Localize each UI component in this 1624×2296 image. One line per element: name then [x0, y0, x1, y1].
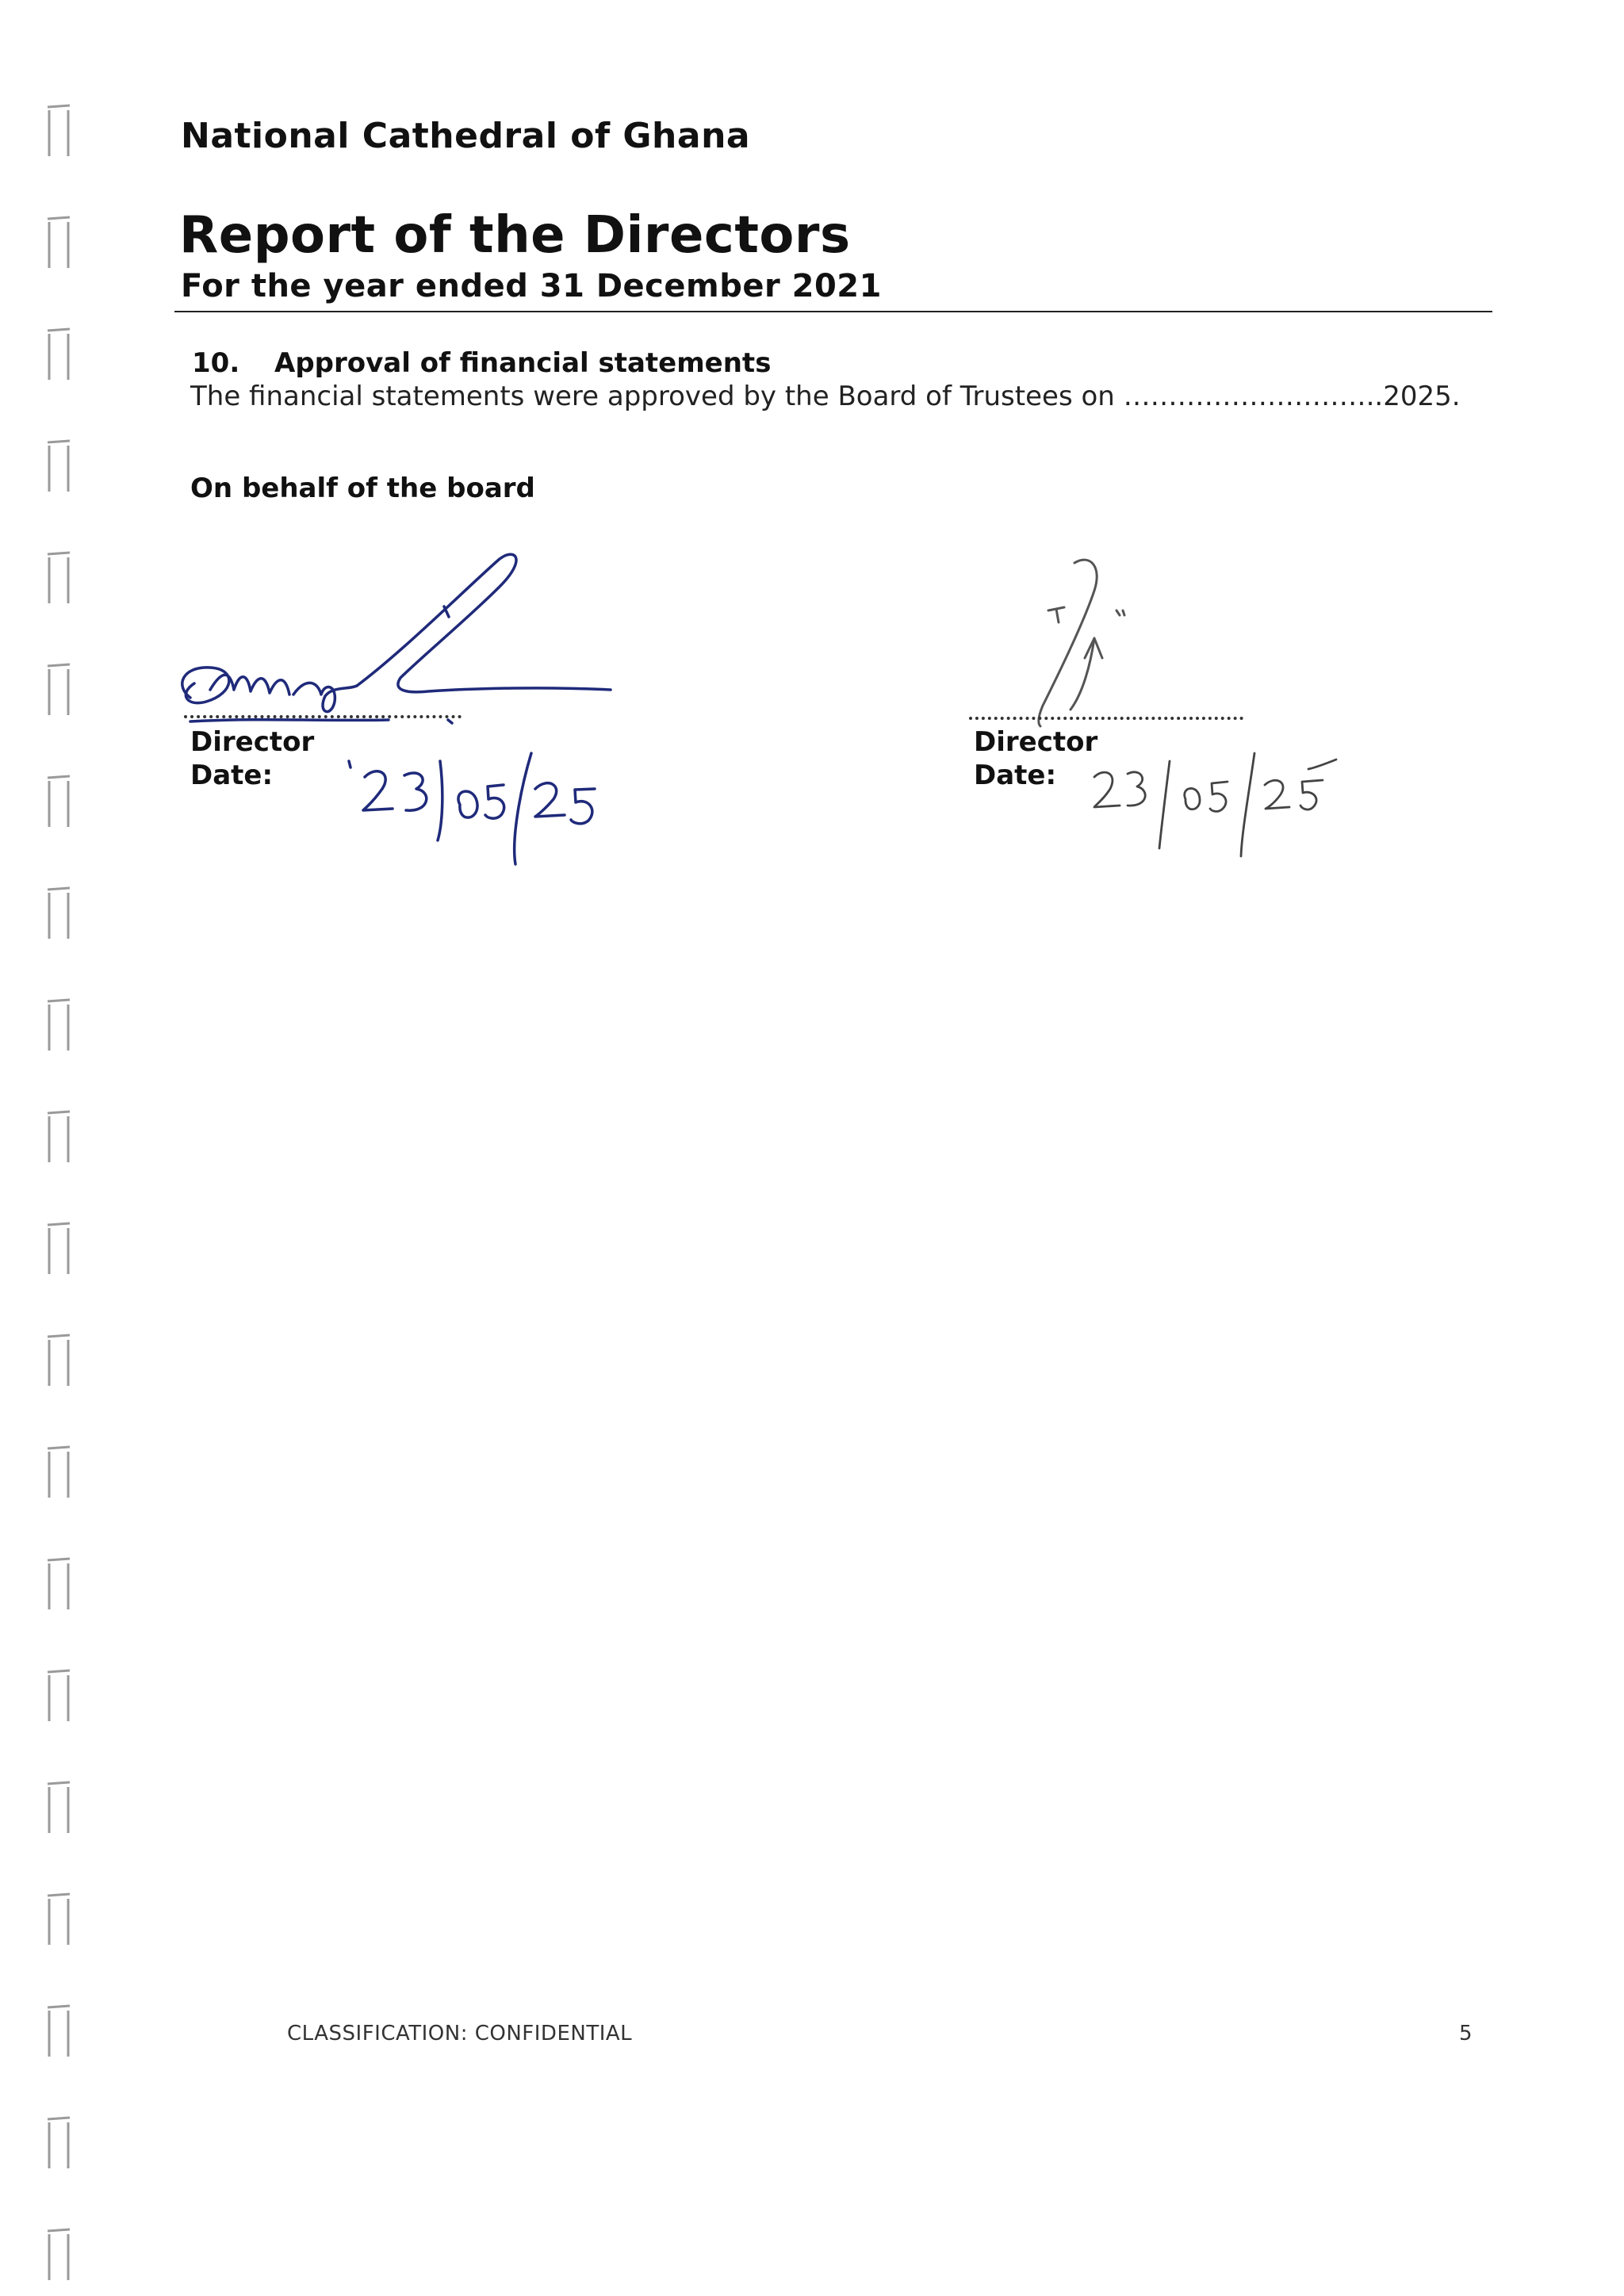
left-director-label: Director [190, 726, 315, 758]
footer-classification: CLASSIFICATION: CONFIDENTIAL [287, 2022, 633, 2045]
binding-mark [48, 2006, 70, 2057]
binding-marks [0, 0, 95, 2296]
binding-mark [48, 776, 70, 827]
binding-mark [48, 1894, 70, 1945]
left-signature-line [184, 715, 462, 718]
right-date-label: Date: [974, 760, 1057, 791]
binding-mark [48, 329, 70, 380]
left-date-label: Date: [190, 760, 274, 791]
right-signature-line [969, 717, 1243, 720]
binding-mark [48, 1782, 70, 1833]
binding-mark [48, 888, 70, 939]
page-title: Report of the Directors [179, 206, 851, 265]
organization-name: National Cathedral of Ghana [181, 116, 751, 156]
binding-mark [48, 1335, 70, 1386]
binding-mark [48, 1223, 70, 1274]
page-subtitle: For the year ended 31 December 2021 [181, 268, 882, 304]
section-title: Approval of financial statements [274, 347, 772, 379]
right-handwritten-date [1086, 745, 1348, 864]
on-behalf-heading: On behalf of the board [190, 473, 535, 504]
binding-mark [48, 2118, 70, 2168]
right-director-label: Director [974, 726, 1098, 758]
binding-mark [48, 217, 70, 268]
binding-mark [48, 105, 70, 156]
left-director-signature [167, 539, 642, 753]
section-number: 10. [192, 347, 240, 379]
binding-mark [48, 1447, 70, 1498]
binding-mark [48, 1112, 70, 1162]
left-handwritten-date [333, 745, 666, 872]
header-divider [174, 311, 1492, 312]
binding-mark [48, 441, 70, 492]
binding-mark [48, 1000, 70, 1050]
binding-mark [48, 553, 70, 603]
binding-mark [48, 1670, 70, 1721]
approval-statement: The financial statements were approved by the Board of Trustees on ………………………..2025. [190, 381, 1461, 412]
binding-mark [48, 2229, 70, 2280]
binding-mark [48, 664, 70, 715]
binding-mark [48, 1559, 70, 1609]
right-director-signature [1015, 547, 1174, 729]
page-number: 5 [1459, 2022, 1473, 2045]
